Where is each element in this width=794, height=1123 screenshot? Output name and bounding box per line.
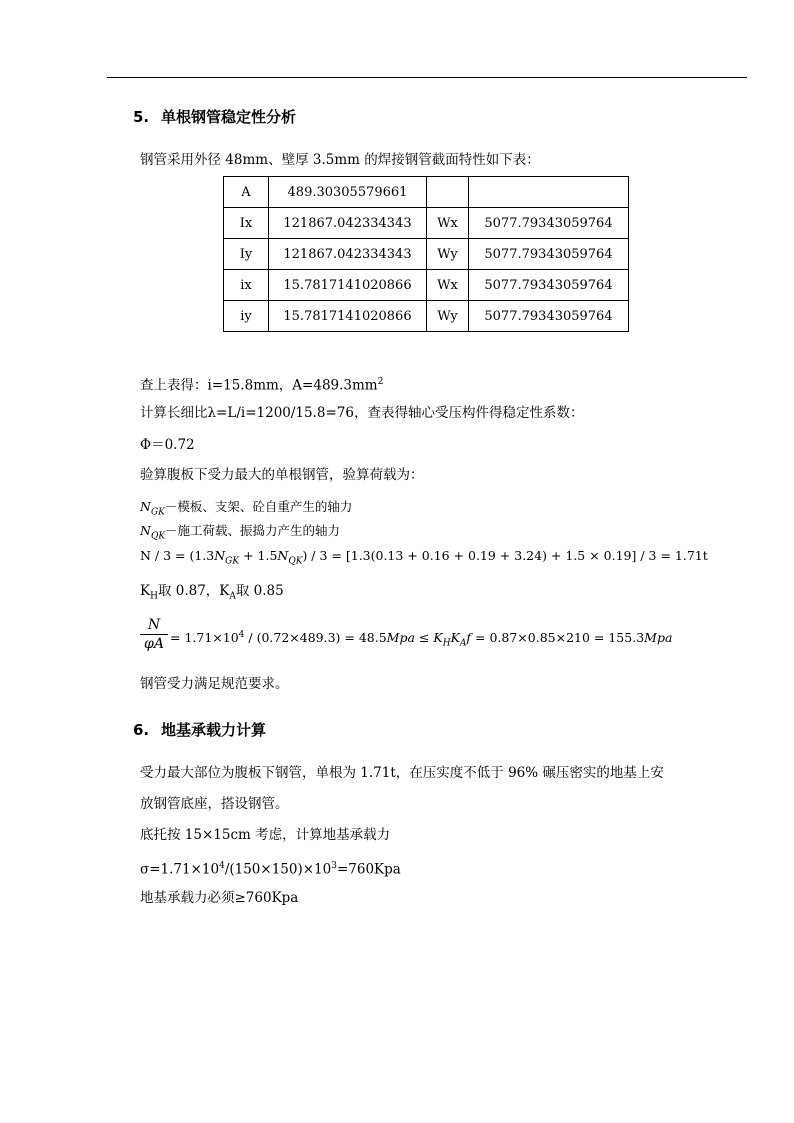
sigma-part-c: =760Kpa [336,861,401,878]
load-formula [140,546,708,572]
check-intro: 验算腹板下受力最大的单根钢管，验算荷载为： [140,467,424,483]
ngk-description: －模板、支架、砼自重产生的轴力 [164,499,353,514]
stress-fraction [140,617,168,653]
ka-subscript: A [229,591,236,602]
stress-ka-subscript: A [459,638,467,649]
sigma-part-b: /(150×150)×10 [224,861,332,878]
kh-subscript: H [150,591,158,602]
table-cell: 5077.79343059764 [469,301,629,332]
table-cell [427,177,469,208]
table-cell: iy [224,301,269,332]
table-row [224,208,629,239]
table-cell: Wx [427,270,469,301]
sigma-exponent-2: 3 [331,861,337,871]
kh-symbol: K [140,583,151,599]
ngk-definition [140,497,352,523]
stress-ka-symbol: K [450,630,460,646]
stress-f-symbol: f [466,630,472,646]
stress-part-a: = 1.71×10 [170,630,239,646]
table-cell: 5077.79343059764 [469,208,629,239]
stress-part-d: = 0.87×0.85×210 = 155.3 [471,630,645,646]
table-row [224,177,629,208]
nqk-description: －施工荷载、振捣力产生的轴力 [165,523,341,538]
table-row [224,239,629,270]
foundation-line-3: 底托按 15×15cm 考虑，计算地基承载力 [140,827,391,843]
stress-part-b: / (0.72×489.3) = 48.5 [244,630,387,646]
section-5-title: 单根钢管稳定性分析 [161,108,297,126]
stress-unit-2: Mpa [644,630,673,646]
sigma-part-a: σ=1.71×10 [140,861,220,878]
table-cell: Wy [427,239,469,270]
section-properties-table [223,176,629,332]
lookup-line [140,372,383,396]
foundation-line-1: 受力最大部位为腹板下钢管，单根为 1.71t，在压实度不低于 96% 碾压密实的地基上安 [140,765,664,781]
coefficient-line [140,581,284,607]
formula-ngk-symbol: N [214,548,226,563]
fraction-denominator: φA [144,636,164,652]
nqk-symbol: N [140,523,151,538]
header-rule [107,77,747,78]
table-cell: 489.30305579661 [269,177,427,208]
section-5-heading [133,106,296,127]
formula-nqk-symbol: N [277,548,289,563]
stress-leq: ≤ [414,630,434,646]
stability-coefficient: Φ＝0.72 [140,437,195,453]
table-intro: 钢管采用外径 48mm、壁厚 3.5mm 的焊接钢管截面特性如下表： [140,152,540,168]
table-row [224,270,629,301]
conclusion-line: 钢管受力满足规范要求。 [140,676,289,692]
table-cell: Wx [427,208,469,239]
nqk-definition [140,521,340,547]
table-cell: 15.7817141020866 [269,270,427,301]
ka-value-text: 取 0.85 [235,583,284,599]
stress-kh-symbol: K [433,630,443,646]
slenderness-line: 计算长细比λ=L/i=1200/15.8=76，查表得轴心受压构件得稳定性系数： [140,405,584,421]
lookup-exponent: 2 [377,377,384,387]
stress-unit-1: Mpa [386,630,415,646]
formula-part-a: N / 3 = (1.3 [140,548,215,563]
table-cell: Ix [224,208,269,239]
table-cell: 5077.79343059764 [469,270,629,301]
table-cell: 121867.042334343 [269,208,427,239]
table-row [224,301,629,332]
formula-ngk-subscript: GK [225,556,240,567]
sigma-formula [140,856,401,880]
stress-exponent: 4 [238,630,245,640]
foundation-requirement: 地基承载力必须≥760Kpa [140,890,299,906]
table-cell: 121867.042334343 [269,239,427,270]
nqk-subscript: QK [150,531,166,542]
stress-formula [170,625,672,654]
lookup-text: 查上表得：i=15.8mm，A=489.3mm [140,377,378,394]
section-6-title: 地基承载力计算 [161,721,267,739]
sigma-exponent-1: 4 [219,861,225,871]
kh-value-text: 取 0.87，K [157,583,230,599]
table-cell: 5077.79343059764 [469,239,629,270]
table-cell: Wy [427,301,469,332]
table-cell: 15.7817141020866 [269,301,427,332]
section-6-heading [133,719,266,740]
section-5-number: 5. [133,108,150,126]
table-cell: Iy [224,239,269,270]
ngk-symbol: N [140,499,151,514]
foundation-line-2: 放钢管底座，搭设钢管。 [140,796,289,812]
table-cell: A [224,177,269,208]
formula-part-b: + 1.5 [239,548,278,563]
section-6-number: 6. [133,721,150,739]
table-cell [469,177,629,208]
formula-part-c: ) / 3 = [1.3(0.13 + 0.16 + 0.19 + 3.24) + 1.5 × 0.19] / 3 = 1.71t [302,548,708,563]
ngk-subscript: GK [150,507,165,518]
fraction-numerator: N [140,617,168,635]
formula-nqk-subscript: QK [288,556,303,567]
table-cell: ix [224,270,269,301]
stress-kh-subscript: H [442,638,451,649]
